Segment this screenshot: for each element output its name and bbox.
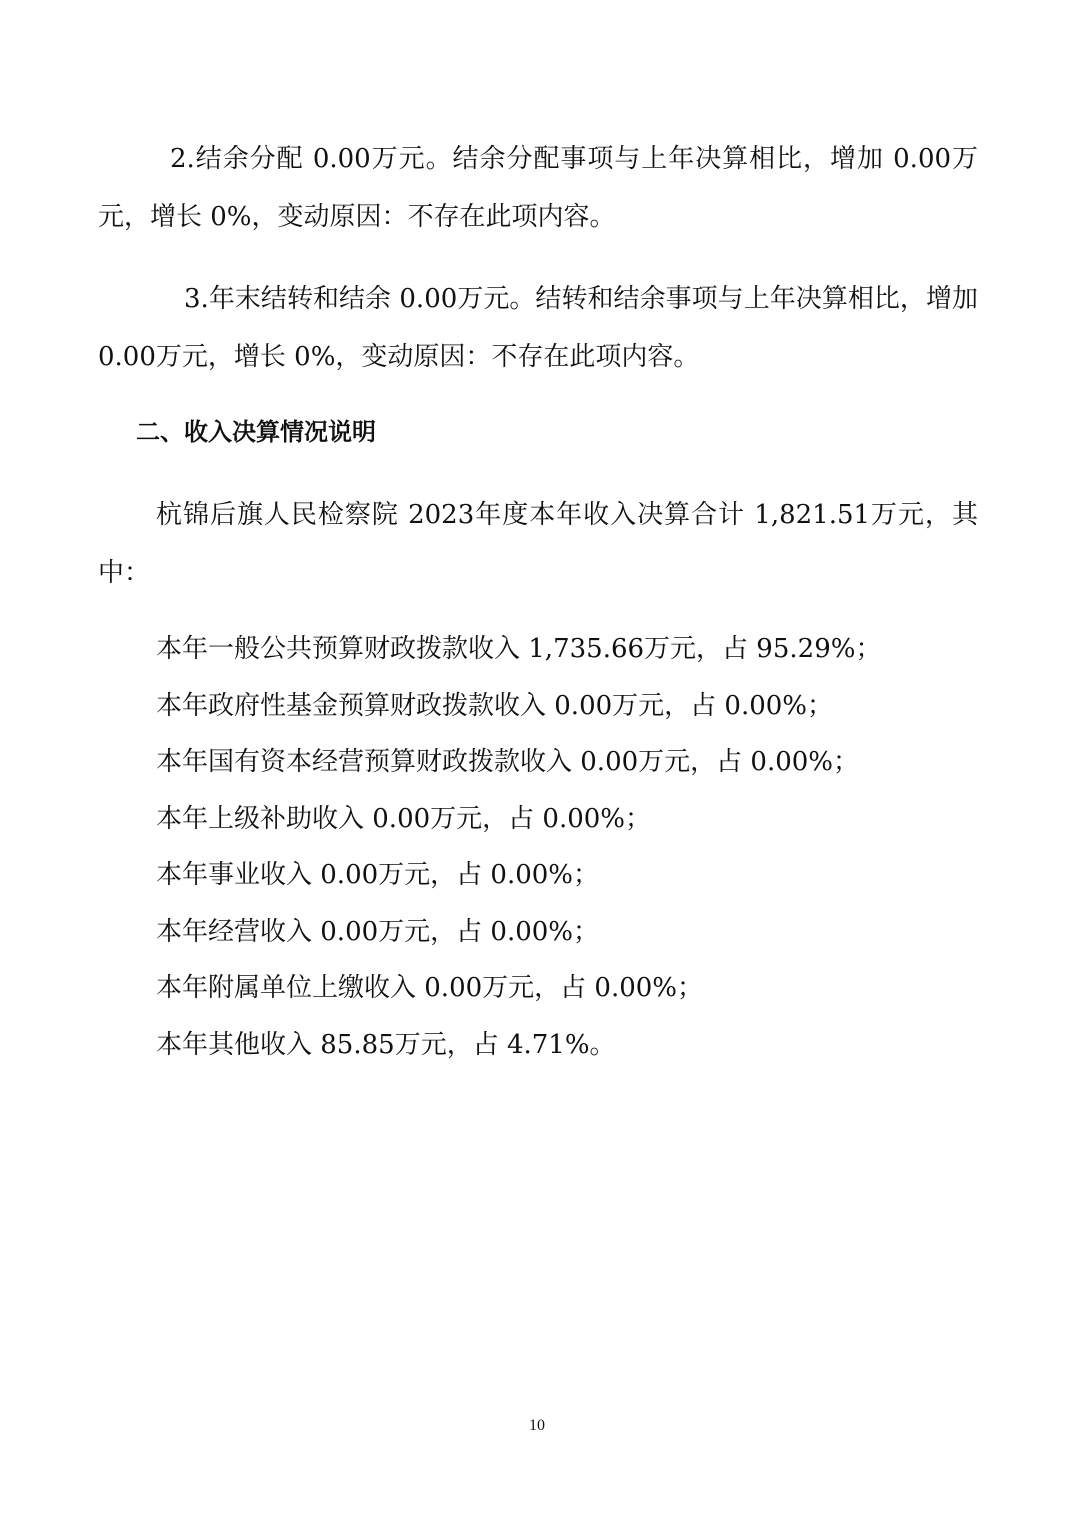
section-heading: 二、收入决算情况说明 <box>136 418 376 446</box>
paragraph-year-end-carryover: 3.年末结转和结余 0.00万元。结转和结余事项与上年决算相比，增加 0.00万元，增长 0%，变动原因：不存在此项内容。 <box>98 284 978 372</box>
income-item-general-budget: 本年一般公共预算财政拨款收入 1,735.66万元，占 95.29%； <box>156 634 882 664</box>
paragraph-surplus-distribution: 2.结余分配 0.00万元。结余分配事项与上年决算相比，增加 0.00万元，增长 0%，变动原因：不存在此项内容。 <box>98 144 978 232</box>
income-item-superior-subsidy: 本年上级补助收入 0.00万元，占 0.00%； <box>156 803 652 834</box>
income-item-state-capital: 本年国有资本经营预算财政拨款收入 0.00万元，占 0.00%； <box>156 747 860 777</box>
income-list <box>156 621 881 1073</box>
income-item-other: 本年其他收入 85.85万元，占 4.71%。 <box>156 1029 616 1060</box>
income-item-affiliated-unit: 本年附属单位上缴收入 0.00万元，占 0.00%； <box>156 973 704 1003</box>
page-number: 10 <box>529 1417 545 1434</box>
income-item-operating: 本年经营收入 0.00万元，占 0.00%； <box>156 916 600 947</box>
paragraph-income-intro: 杭锦后旗人民检察院 2023年度本年收入决算合计 1,821.51万元，其中： <box>98 500 978 588</box>
income-item-government-fund: 本年政府性基金预算财政拨款收入 0.00万元，占 0.00%； <box>156 690 834 721</box>
income-item-business: 本年事业收入 0.00万元，占 0.00%； <box>156 860 600 890</box>
